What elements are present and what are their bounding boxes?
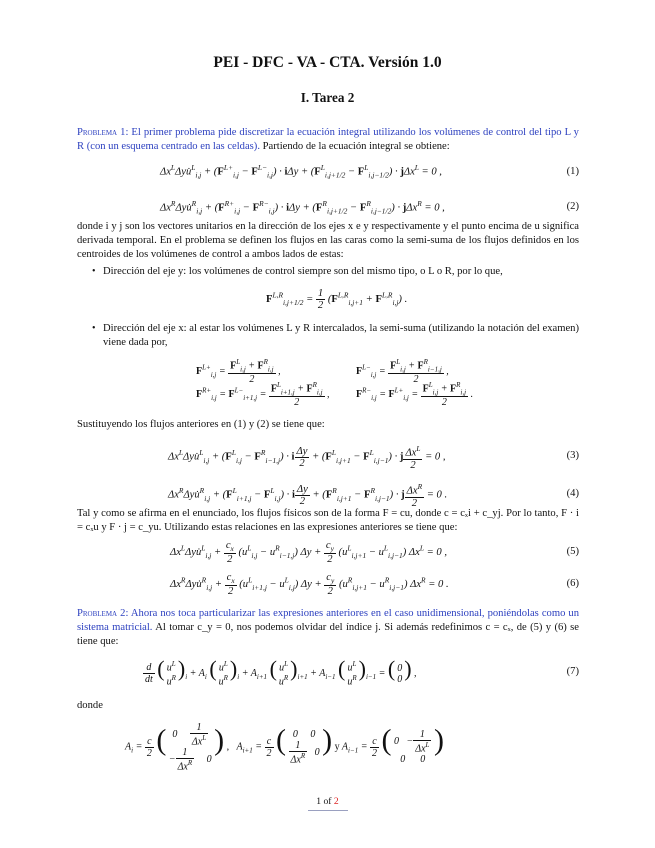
equation-number-2: (2) (566, 201, 579, 212)
equation-5: $\Delta x^L\Delta yu̇^L_{i,j}$ + $\frac{c_x}{2}$ $(u^L_{i,j} - u^R_{i-1,j}) \Delta y$ + $\frac{c_y}{2}$ $(u^L_{i,j+1} - u^L_{i,j-1}) \Delta x^L = 0$ , (170, 540, 447, 566)
problem1-label: Problema 1: (77, 127, 129, 138)
equation-number-6: (6) (566, 578, 579, 589)
equation-flux-Lplus: $F^{L+}_{i,j}$ = $\frac{F^L_{i,j} + F^R_{i,j}}{2}$ , (196, 358, 281, 386)
section-heading: I. Tarea 2 (300, 90, 355, 105)
problem1-statement: El primer problema pide discretizar la ecuación integral utilizando los volúmenes de control del tipo L y R (con un esquema centrado en las celdas). (77, 127, 579, 153)
bullet-x-direction: Dirección del eje x: al estar los volúmenes L y R intercalados, la semi-suma (utilizando la notación del examen) viene dada por, (103, 323, 579, 349)
equation-number-1: (1) (566, 166, 579, 177)
bullet-marker: • (92, 266, 96, 277)
problem2-continuation: Al tomar c_y = 0, nos podemos olvidar del índice j. Si además redefinimos c = cₓ, de (5) y (6) se tiene que: (77, 622, 579, 648)
bullet-marker: • (92, 323, 96, 334)
equation-flux-Rminus: $F^{R-}_{i,j} = F^{L+}_{i,j}$ = $\frac{F^L_{i,j} + F^R_{i,j}}{2}$ . (356, 381, 474, 409)
equation-number-7: (7) (566, 666, 579, 677)
donde-label: donde (77, 700, 103, 711)
footer-rule (308, 810, 348, 811)
problem2-intro (77, 607, 579, 650)
equation-4: $\Delta x^R\Delta yu̇^R_{i,j} + (F^L_{i+1,j} - F^L_{i,j}) \cdot i$ $\frac{\Delta y}{2}$ + $(F^R_{i,j+1} - F^R_{i,j-1}) \cdot j$ $\frac{\Delta x^R}{2}$ = 0 . (168, 482, 448, 509)
problem2-statement: Ahora nos toca particularizar las expresiones anteriores en el caso unidimensional, poniéndolas como un sistema matricial. (77, 608, 579, 634)
equation-flux-Rplus: $F^{R+}_{i,j} = F^{L-}_{i+1,j}$ = $\frac{F^L_{i+1,j} + F^R_{i,j}}{2}$ , (196, 381, 330, 409)
page-footer (0, 796, 655, 807)
equation-3: $\Delta x^L\Delta yu̇^L_{i,j} + (F^L_{i,j} - F^R_{i-1,j}) \cdot i$ $\frac{\Delta y}{2}$ + $(F^L_{i,j+1} - F^L_{i,j-1}) \cdot j$ $\frac{\Delta x^L}{2}$ = 0 , (168, 444, 446, 471)
matrix-definitions: $A_i$ = $\frac{c}{2}$ ( 0 $\frac{1}{\Delta x^L}$ − $\frac{1}{\Delta x^R}$ 0 ) , $A_{i+1}$ = $\frac{c}{2}$ ( 0 0 $\frac{1}{\Delta x^R}$ 0 ) y $A_{i-1}$ = $\frac{c}{2}$ ( 0 − $\frac{1}{\Delta x^L}$ 0 0 ) (125, 722, 444, 773)
equation-7: $\frac{d}{dt}$ ( $u^L$ $u^R$ )$_i + A_i$ ( $u^L$ $u^R$ )$_i + A_{i+1}$ ( $u^L$ $u^R$ )$_{i+1} + A_{i-1}$ ( $u^L$ $u^R$ )$_{i-1}$ = ( 0 0 ) , (145, 656, 417, 688)
equation-number-5: (5) (566, 546, 579, 557)
equation-2: $\Delta x^R\Delta yu̇^R_{i,j} + (F^{R+}_{i,j} - F^{R-}_{i,j}) \cdot i\Delta y + (F^R_{i,j+1/2} - F^R_{i,j-1/2}) \cdot j\Delta x^R = 0$ , (160, 199, 445, 216)
bullet-y-direction: Dirección del eje y: los volúmenes de control siempre son del mismo tipo, o L o R, por lo que, (103, 266, 503, 277)
equation-y-flux: $F^{L,R}_{i,j+1/2}$ = $\frac{1}{2}$ $(F^{L,R}_{i,j+1} + F^{L,R}_{i,j})$ . (266, 288, 408, 311)
equation-flux-Lminus: $F^{L-}_{i,j}$ = $\frac{F^L_{i,j} + F^R_{i-1,j}}{2}$ , (356, 358, 449, 386)
document-title: PEI - DFC - VA - CTA. Versión 1.0 (213, 54, 442, 71)
physical-fluxes-paragraph: Tal y como se afirma en el enunciado, los flujos físicos son de la forma F = cu, donde c = cₓi + c_yj. Por lo tanto, F · i = cₓu y F · j = c_yu. Utilizando estas relaciones en las expresiones anteriores se tiene que: (77, 508, 579, 534)
page-total-link[interactable]: 2 (333, 796, 339, 807)
problem2-label: Problema 2: (77, 608, 129, 619)
page-number: 1 (316, 796, 322, 807)
equation-number-3: (3) (566, 450, 579, 461)
definitions-paragraph: donde i y j son los vectores unitarios en la dirección de los ejes x e y respectivamente y el punto encima de u significa derivada temporal. En el problema se definen los flujos en las caras como la semi-suma de los flujos definidos en los centroides de los volúmenes de control a ambos lados de estas: (77, 221, 579, 261)
problem1-intro (77, 126, 579, 154)
equation-6: $\Delta x^R\Delta yu̇^R_{i,j}$ + $\frac{c_x}{2}$ $(u^L_{i+1,j} - u^L_{i,j}) \Delta y$ + $\frac{c_y}{2}$ $(u^R_{i,j+1} - u^R_{i,j-1}) \Delta x^R = 0$ . (170, 572, 449, 598)
equation-number-4: (4) (566, 488, 579, 499)
equation-1: $\Delta x^L\Delta yu̇^L_{i,j} + (F^{L+}_{i,j} - F^{L-}_{i,j}) \cdot i\Delta y + (F^L_{i,j+1/2} - F^L_{i,j-1/2}) \cdot j\Delta x^L = 0$ , (160, 163, 442, 180)
page-of: of (323, 796, 332, 807)
substitution-sentence: Sustituyendo los flujos anteriores en (1) y (2) se tiene que: (77, 419, 325, 430)
problem1-continuation: Partiendo de la ecuación integral se obtiene: (262, 141, 450, 153)
